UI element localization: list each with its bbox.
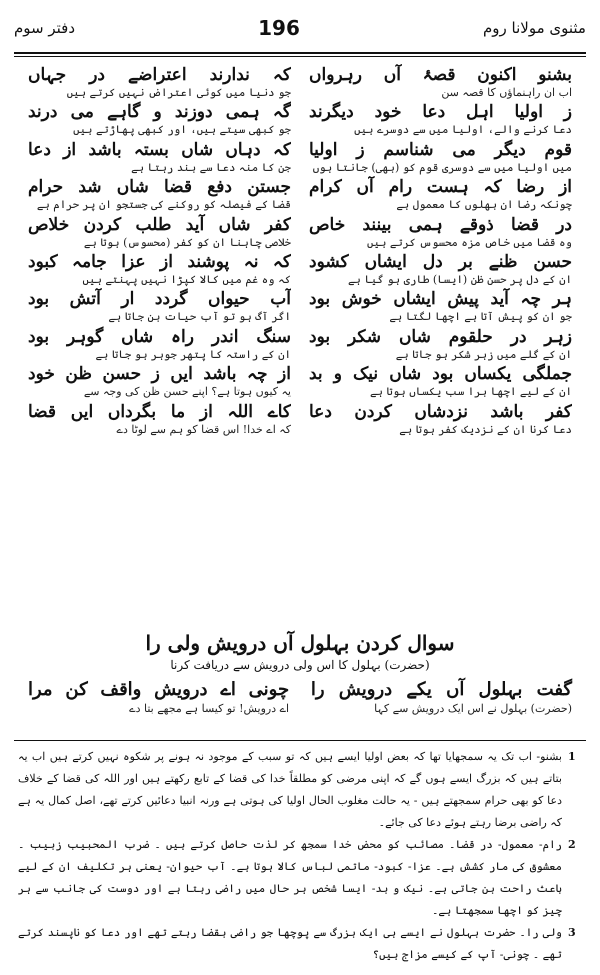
header-rule xyxy=(14,52,586,54)
verse-line: کہ ندارند اعتراضے در جہاں xyxy=(28,65,291,85)
footnote xyxy=(18,922,582,966)
verse-column-right xyxy=(309,64,572,626)
translation-line: اگر آگ ہو تو آب حیات بن جاتا ہے xyxy=(108,310,291,324)
couplet xyxy=(309,101,572,138)
header-rule-thin xyxy=(14,56,586,57)
verse-line: کفر شاں آید طلب کردن خلاص xyxy=(28,214,291,235)
couplet xyxy=(309,288,572,325)
verse-line: از رضا کہ ہست رام آں کرام xyxy=(309,177,572,198)
verse-line: قوم دیگر می شناسم ز اولیا xyxy=(309,139,572,160)
verse-line: کفر باشد نزدشاں کردن دعا xyxy=(309,401,572,422)
verse-line: بشنو اکنون قصۂ آں رہرواں xyxy=(309,65,572,85)
translation-line: کہ اے خدا! اس قضا کو ہم سے لوٹا دے xyxy=(116,422,291,436)
couplet xyxy=(28,139,291,176)
verse-line: زہر در حلقوم شاں شکر بود xyxy=(309,326,572,347)
verse-line: از چہ باشد ایں ز حسن ظن خود xyxy=(28,364,291,385)
verse-line: آب حیواں گردد ار آتش بود xyxy=(28,289,291,310)
couplet xyxy=(28,101,291,138)
section-subtitle: (حضرت) بہلول کا اس ولی درویش سے دریافت کرنا xyxy=(170,658,430,672)
translation-line: چونکہ رضا ان بھلوں کا معمول ہے xyxy=(396,198,572,212)
couplet xyxy=(309,401,572,438)
translation-line: جن کا منہ دعا سے بند رہتا ہے xyxy=(131,160,291,174)
translation-line: ان کے لیے اچھا برا سب یکساں ہوتا ہے xyxy=(370,385,572,399)
couplet xyxy=(309,139,572,176)
couplet xyxy=(28,214,291,251)
verse-line: کاے اللہ از ما بگرداں ایں قضا xyxy=(28,401,291,422)
footnote xyxy=(18,834,582,922)
footnote xyxy=(18,746,582,834)
translation-line: دعا کرنے والے، اولیا میں سے دوسرے ہیں xyxy=(354,123,572,137)
verse-column-left xyxy=(28,64,291,626)
verse-line: سنگ اندر راہ شاں گوہر بود xyxy=(28,326,291,347)
couplet xyxy=(28,64,291,101)
verse-line: گفت بہلول آں یکے درویش را xyxy=(310,679,572,700)
translation-line: ان کے راستہ کا پتھر جوہر ہو جاتا ہے xyxy=(95,347,291,361)
translation-line: ان کے گلے میں زہر شکر ہو جاتا ہے xyxy=(395,347,572,361)
translation-line: کہ وہ غم میں کالا کپڑا نہیں پہنتے ہیں xyxy=(82,272,291,286)
volume-title: دفتر سوم xyxy=(14,19,76,37)
verse-line: جستن دفع قضا شاں شد حرام xyxy=(28,177,291,198)
translation-line: دعا کرنا ان کے نزدیک کفر ہوتا ہے xyxy=(399,422,572,436)
section-block xyxy=(28,630,572,734)
footnote-text: بشنو- اب تک یہ سمجھایا تھا کہ بعض اولیا ایسے ہیں کہ تو سبب کے موجود نہ ہونے پر شکوہ نہیں کرتے ہیں اب یہ بتاتے ہیں کہ بزرگ ایسے ہوں گے کہ اپنی مرضی کو مطلقاً خدا کی قضا کے تابع رکھتے ہیں اور اللہ کی قضا کے خلاف دعا کو بھی حرام سمجھتے ہیں - یہ حالت مغلوب الحال اولیا کی ہوتی ہے ورنہ انبیا دعائیں کرتے تھے، اصل کمال یہ ہے کہ راضی برضا رہتے ہوئے دعا کی جائے۔ xyxy=(18,750,562,829)
translation-line: قضا کے فیصلہ کو روکنے کی جستجو ان پر حرام ہے xyxy=(36,198,291,212)
footnote-rule xyxy=(14,740,586,741)
page-header xyxy=(14,8,586,48)
couplet xyxy=(28,363,291,400)
verse-line: حسن ظنے بر دل ایشاں کشود xyxy=(309,251,572,272)
translation-line: جو ان کو پیش آتا ہے اچھا لگتا ہے xyxy=(389,310,572,324)
verse-columns xyxy=(28,64,572,626)
translation-line: وہ قضا میں خاص مزہ محسوس کرتے ہیں xyxy=(367,235,572,249)
couplet xyxy=(28,326,291,363)
section-verse-left xyxy=(28,678,289,716)
couplet xyxy=(28,288,291,325)
translation-line: یہ کیوں ہوتا ہے؟ اپنے حسن ظن کی وجہ سے xyxy=(83,385,291,399)
couplet xyxy=(309,214,572,251)
translation-line: اے درویش! تو کیسا ہے مجھے بتا دے xyxy=(129,702,290,715)
verse-line: ہر چہ آید پیش ایشاں خوش بود xyxy=(309,289,572,310)
translation-line: خلاصی چاہنا ان کو کفر (محسوس) ہوتا ہے xyxy=(83,235,291,249)
verse-line: ز اولیا اہل دعا خود دیگرند xyxy=(309,102,572,123)
section-verse-right xyxy=(311,678,572,716)
couplet xyxy=(28,401,291,438)
verse-line: کہ نہ پوشند از عزا جامہ کبود xyxy=(28,251,291,272)
section-couplet xyxy=(28,678,572,716)
page-number: 196 xyxy=(258,16,300,40)
verse-line: گہ ہمی دوزند و گاہے می درند xyxy=(28,102,291,123)
verse-line: کہ دہاں شاں بستہ باشد از دعا xyxy=(28,139,291,160)
translation-line: جو کبھی سیتے ہیں، اور کبھی پھاڑتے ہیں xyxy=(73,123,291,137)
couplet xyxy=(309,363,572,400)
translation-line: جو دنیا میں کوئی اعتراض نہیں کرتے ہیں xyxy=(66,86,291,99)
couplet xyxy=(309,326,572,363)
translation-line: میں اولیا میں سے دوسری قوم کو (بھی) جانتا ہوں xyxy=(312,160,572,174)
section-title: سوال کردن بہلول آں درویش ولی را xyxy=(145,631,455,655)
footnote-number: 1 xyxy=(568,750,576,763)
book-title: مثنوی مولانا روم xyxy=(483,19,586,37)
footnotes xyxy=(18,746,582,969)
couplet xyxy=(309,176,572,213)
verse-line: چونی اے درویش واقف کن مرا xyxy=(28,679,290,700)
translation-line: اب ان راہنماؤں کا قصہ سن xyxy=(441,86,572,99)
footnote-text: ولی را۔ حضرت بہلول نے ایسے ہی ایک بزرگ سے پوچھا جو راضی بقضا رہتے تھے اور دعا کو ناپسند کرتے تھے ۔ چونی- آپ کے کیسے مزاج ہیں؟ xyxy=(18,926,562,961)
couplet xyxy=(309,251,572,288)
translation-line: (حضرت) بہلول نے اس ایک درویش سے کہا xyxy=(374,702,572,715)
couplet xyxy=(309,64,572,101)
footnote-text: رام- معمول- در قضا۔ مصائب کو محض خدا سمجھ کر لذت حاصل کرتے ہیں ۔ ضرب المحبیب زبیب ۔ معشوق کی مار کشش ہے۔ عزا- کبود- ماتمی لباس کالا ہوتا ہے۔ آب حیوان- یعنی ہر تکلیف ان کے لیے باعث راحت بن جاتی ہے۔ نیک و بد- ایسا شخص ہر حال میں راضی رہتا ہے اور دوست کی جانب سے ہر چیز کو اچھا سمجھتا ہے۔ xyxy=(18,838,562,917)
translation-line: ان کے دل پر حسن ظن (ایسا) طاری ہو گیا ہے xyxy=(347,272,572,286)
verse-line: در قضا ذوقے ہمی بینند خاص xyxy=(309,214,572,235)
footnote-number: 3 xyxy=(568,926,576,939)
couplet xyxy=(28,251,291,288)
verse-line: جملگی یکساں بود شاں نیک و بد xyxy=(309,364,572,385)
footnote-number: 2 xyxy=(568,838,576,851)
couplet xyxy=(28,176,291,213)
